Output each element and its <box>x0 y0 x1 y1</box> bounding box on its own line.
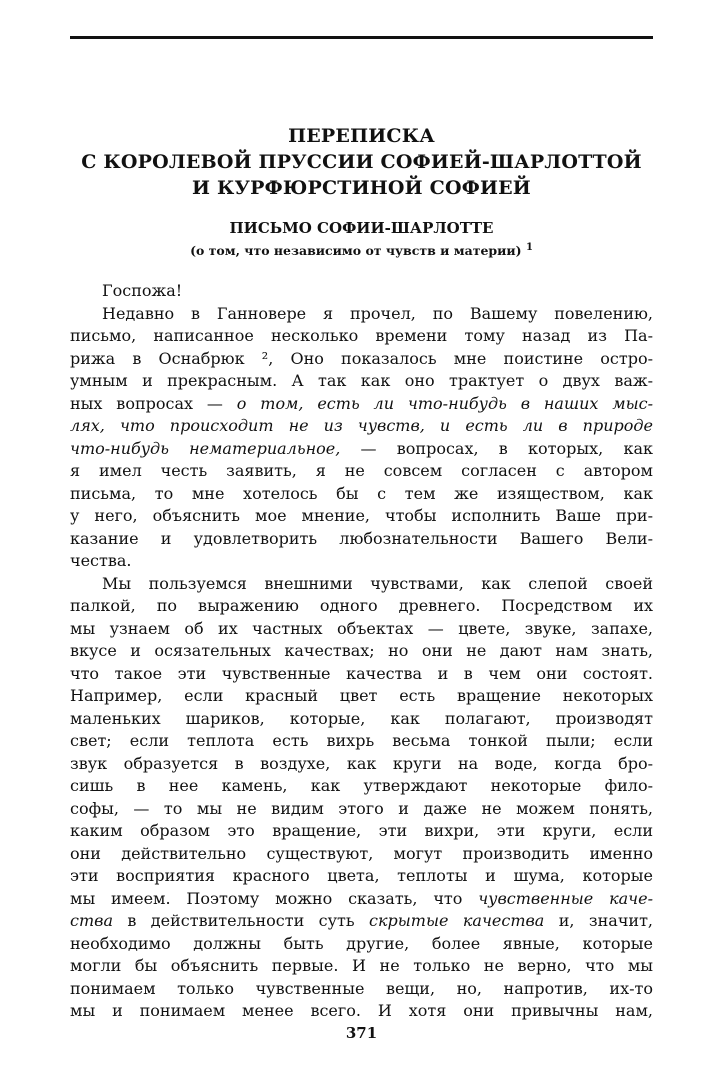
text-line <box>70 798 653 821</box>
line-text: необходимо должны быть другие, более явные, которые <box>70 933 653 953</box>
text-line <box>70 460 653 483</box>
line-text: мы и понимаем менее всего. И хотя они привычны нам, <box>70 1001 653 1020</box>
line-text: Мы пользуемся внешними чувствами, как слепой своей <box>102 573 653 593</box>
title-line: С КОРОЛЕВОЙ ПРУССИИ СОФИЕЙ-ШАРЛОТТОЙ <box>81 151 642 173</box>
text-line <box>70 685 653 708</box>
line-text: письмо, написанное несколько времени тому назад из Па- <box>70 326 653 345</box>
text-line <box>70 528 653 551</box>
text-line <box>70 910 653 933</box>
italic-text: о том, есть ли что-нибудь в наших мыс- <box>236 393 653 413</box>
line-text: чества. <box>70 551 132 570</box>
line-text: казание и удовлетворить любознательности Вашего Вели- <box>70 528 653 548</box>
line-text: в действительности суть <box>112 911 369 930</box>
title-line: ПЕРЕПИСКА <box>288 125 435 147</box>
text-line <box>70 753 653 776</box>
text-line <box>70 370 653 393</box>
text-line <box>70 663 653 686</box>
text-line <box>70 955 653 978</box>
text-line <box>70 933 653 956</box>
line-text: палкой, по выражению одного древнего. Посредством их <box>70 596 653 615</box>
text-line <box>70 393 653 416</box>
line-text: вкусе и осязательных качествах; но они не дают нам знать, <box>70 641 653 660</box>
footnote-ref: 1 <box>525 241 533 253</box>
subnote-text: (о том, что независимо от чувств и материи) <box>190 243 522 258</box>
italic-text: скрытые качества <box>368 911 545 930</box>
text-line <box>70 438 653 461</box>
line-text: и, значит, <box>544 911 653 930</box>
text-line <box>70 888 653 911</box>
text-line <box>70 595 653 618</box>
line-text: — вопросах, в которых, как <box>340 438 653 458</box>
line-text: Госпожа! <box>102 281 183 300</box>
line-text: могли бы объяснить первые. И не только не верно, что мы <box>70 956 653 975</box>
book-page <box>70 0 653 1078</box>
line-text: рижа в Оснабрюк ², Оно показалось мне поистине остро- <box>70 348 653 368</box>
italic-text: лях, что происходит не из чувств, и есть ли в природе <box>70 416 653 435</box>
line-text: Например, если красный цвет есть вращение некоторых <box>70 686 653 705</box>
text-line <box>70 415 653 438</box>
text-line <box>70 505 653 528</box>
line-text: мы имеем. Поэтому можно сказать, что <box>70 888 479 908</box>
text-line <box>70 325 653 348</box>
line-text: эти восприятия красного цвета, теплоты и шума, которые <box>70 866 653 885</box>
top-rule <box>70 36 653 39</box>
text-line <box>70 348 653 371</box>
line-text: Недавно в Ганновере я прочел, по Вашему повелению, <box>102 303 653 323</box>
text-line <box>70 843 653 866</box>
text-line <box>70 483 653 506</box>
page-number: 371 <box>345 1024 378 1042</box>
line-text: свет; если теплота есть вихрь весьма тонкой пыли; если <box>70 731 653 750</box>
italic-text: чувственные каче- <box>478 888 653 908</box>
line-text: маленьких шариков, которые, как полагают, производят <box>70 708 653 728</box>
line-text: они действительно существуют, могут производить именно <box>70 843 653 863</box>
text-line <box>70 730 653 753</box>
text-line <box>70 865 653 888</box>
line-text: умным и прекрасным. А так как оно трактует о двух важ- <box>70 371 653 390</box>
text-line <box>70 775 653 798</box>
text-line <box>70 550 653 573</box>
line-text: сишь в нее камень, как утверждают некоторые фило- <box>70 776 653 795</box>
line-text: у него, объяснить мое мнение, чтобы исполнить Ваше при- <box>70 506 653 525</box>
italic-text: что-нибудь нематериальное, <box>70 438 341 458</box>
text-line <box>70 280 653 303</box>
chapter-title <box>70 123 653 201</box>
line-text: каким образом это вращение, эти вихри, эти круги, если <box>70 821 653 840</box>
text-line <box>70 978 653 1001</box>
letter-title: ПИСЬМО СОФИИ-ШАРЛОТТЕ <box>229 219 494 237</box>
line-text: я имел честь заявить, я не совсем согласен с автором <box>70 461 653 480</box>
letter-body <box>70 280 653 1023</box>
text-line <box>70 640 653 663</box>
line-text: понимаем только чувственные вещи, но, напротив, их-то <box>70 978 653 998</box>
line-text: ных вопросах — <box>70 393 237 413</box>
text-line <box>70 820 653 843</box>
title-line: И КУРФЮРСТИНОЙ СОФИЕЙ <box>192 177 531 199</box>
text-line <box>70 573 653 596</box>
text-line <box>70 708 653 731</box>
line-text: что такое эти чувственные качества и в чем они состоят. <box>70 663 653 683</box>
line-text: софы, — то мы не видим этого и даже не можем понять, <box>70 798 653 818</box>
text-line <box>70 618 653 641</box>
text-line <box>70 1000 653 1023</box>
line-text: письма, то мне хотелось бы с тем же изяществом, как <box>70 483 653 503</box>
letter-subnote <box>70 242 653 260</box>
line-text: мы узнаем об их частных объектах — цвете, звуке, запахе, <box>70 618 653 638</box>
line-text: звук образуется в воздухе, как круги на воде, когда бро- <box>70 753 653 773</box>
italic-text: ства <box>70 911 113 930</box>
text-line <box>70 303 653 326</box>
